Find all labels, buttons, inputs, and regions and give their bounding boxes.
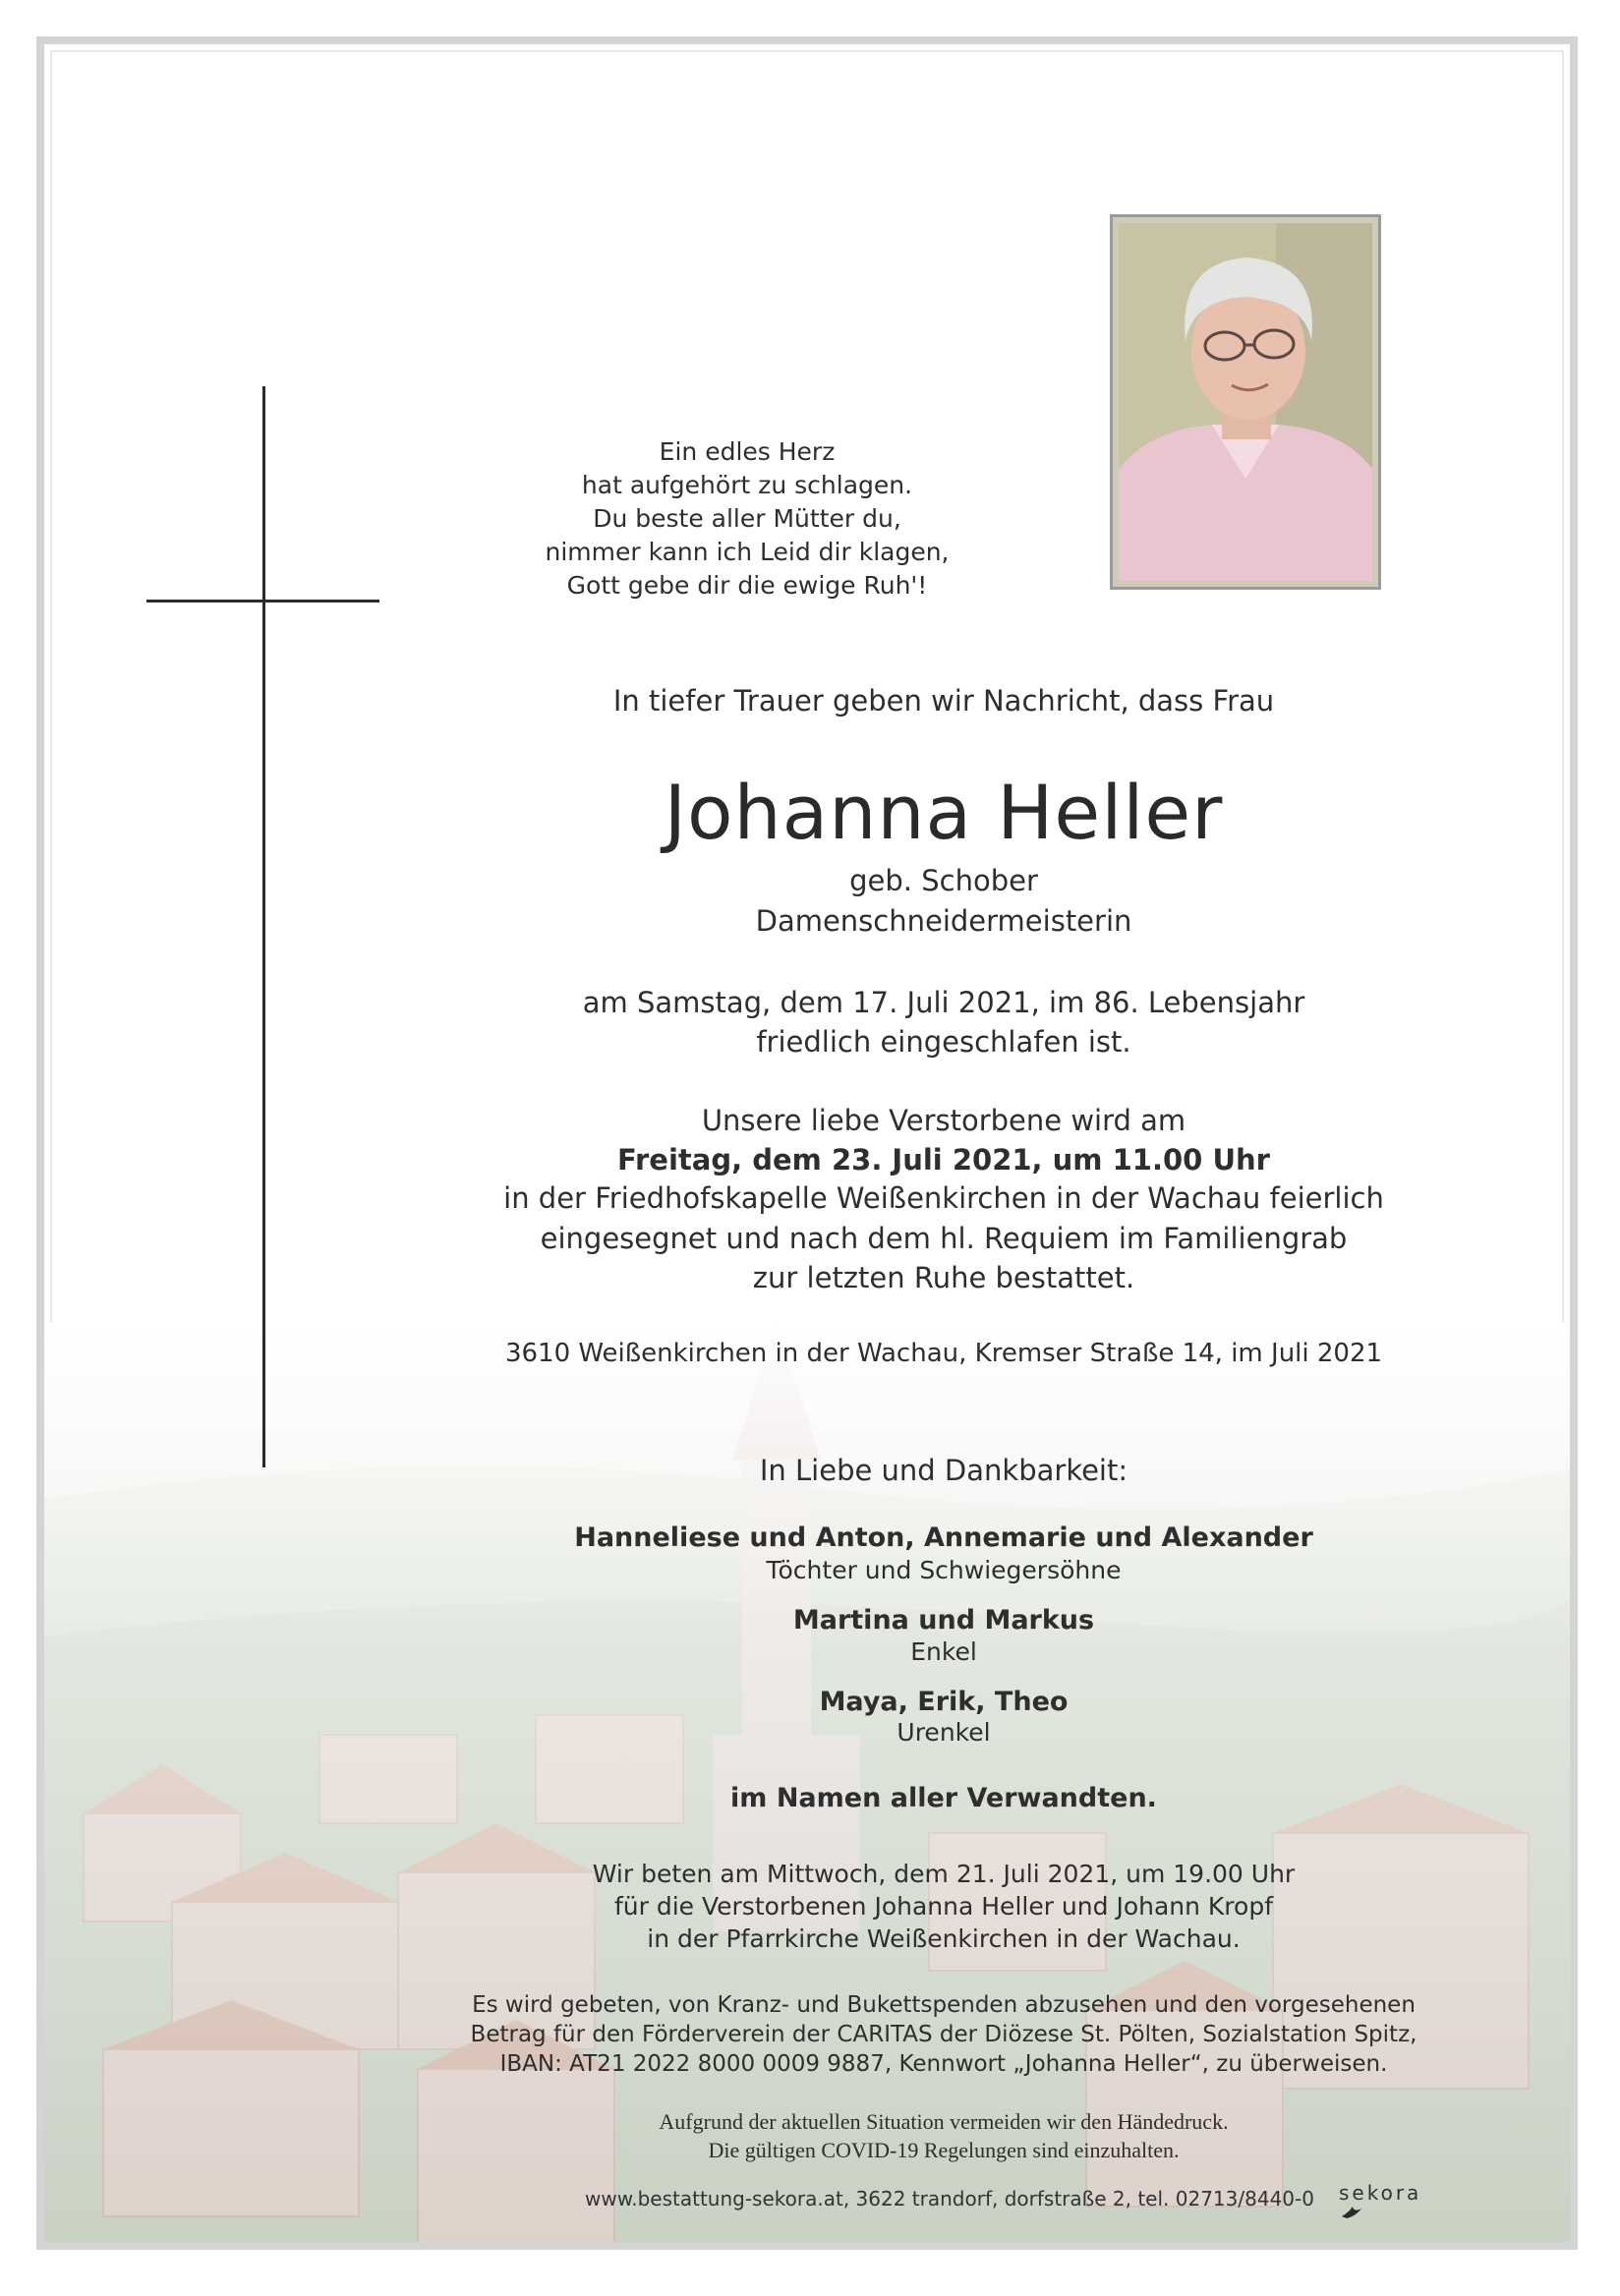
- funeral-date: Freitag, dem 23. Juli 2021, um 11.00 Uhr: [617, 1143, 1270, 1177]
- prayer-line: in der Pfarrkirche Weißenkirchen in der Wachau.: [647, 1924, 1241, 1953]
- intro-text: In tiefer Trauer geben wir Nachricht, dass Frau: [612, 684, 1275, 718]
- poem-line: Du beste aller Mütter du,: [593, 504, 901, 533]
- poem-line: nimmer kann ich Leid dir klagen,: [545, 538, 950, 566]
- donation-block: [354, 1990, 1533, 2079]
- mourner-names: Martina und Markus: [792, 1605, 1095, 1636]
- poem: [492, 435, 1003, 603]
- sekora-logo: [1339, 2181, 1437, 2220]
- prayer-line: für die Verstorbenen Johanna Heller und Johann Kropf: [613, 1892, 1274, 1921]
- portrait-photo: [1110, 214, 1381, 590]
- bird-icon: [1341, 2205, 1362, 2220]
- death-line-1: am Samstag, dem 17. Juli 2021, im 86. Lebensjahr: [582, 986, 1305, 1019]
- address-line: 3610 Weißenkirchen in der Wachau, Kremser Straße 14, im Juli 2021: [504, 1339, 1383, 1368]
- prayer-line: Wir beten am Mittwoch, dem 21. Juli 2021, um 19.00 Uhr: [592, 1860, 1296, 1888]
- funeral-line-1: Unsere liebe Verstorbene wird am: [701, 1104, 1186, 1137]
- birth-name: geb. Schober: [849, 864, 1038, 897]
- covid-line: Aufgrund der aktuellen Situation vermeiden wir den Händedruck.: [659, 2109, 1229, 2134]
- poem-line: Gott gebe dir die ewige Ruh'!: [566, 571, 928, 600]
- funeral-line-3: in der Friedhofskapelle Weißenkirchen in der Wachau feierlich: [503, 1181, 1384, 1215]
- relatives-line: im Namen aller Verwandten.: [730, 1783, 1157, 1813]
- portrait-woman-image: [1119, 223, 1372, 581]
- mourner-names: Maya, Erik, Theo: [819, 1687, 1069, 1717]
- profession: Damenschneidermeisterin: [755, 904, 1132, 938]
- mourner-relation: Enkel: [910, 1637, 977, 1666]
- covid-block: [354, 2107, 1533, 2164]
- cross-vertical-bar: [262, 386, 265, 1467]
- love-line: In Liebe und Dankbarkeit:: [759, 1454, 1128, 1487]
- donation-line: Es wird gebeten, von Kranz- und Bukettspenden abzusehen und den vorgesehenen: [472, 1992, 1416, 2018]
- death-line-2: friedlich eingeschlafen ist.: [756, 1025, 1131, 1059]
- poem-line: Ein edles Herz: [659, 437, 836, 466]
- funeral-line-5: zur letzten Ruhe bestattet.: [752, 1261, 1135, 1294]
- mourner-relation: Töchter und Schwiegersöhne: [766, 1556, 1122, 1584]
- donation-line: Betrag für den Förderverein der CARITAS der Diözese St. Pölten, Sozialstation Spitz,: [470, 2022, 1418, 2047]
- mourner-names: Hanneliese und Anton, Annemarie und Alexander: [574, 1522, 1313, 1553]
- logo-text: sekora: [1339, 2181, 1422, 2205]
- funeral-line-4: eingesegnet und nach dem hl. Requiem im Familiengrab: [540, 1222, 1348, 1255]
- mourner-relation: Urenkel: [897, 1718, 991, 1747]
- poem-line: hat aufgehört zu schlagen.: [581, 471, 913, 499]
- covid-line: Die gültigen COVID-19 Regelungen sind einzuhalten.: [708, 2138, 1180, 2162]
- cross-horizontal-bar: [146, 600, 379, 603]
- donation-line: IBAN: AT21 2022 8000 0009 9887, Kennwort „Johanna Heller“, zu überweisen.: [499, 2051, 1388, 2077]
- prayer-block: [354, 1858, 1533, 1955]
- deceased-name: Johanna Heller: [664, 769, 1224, 856]
- footer-contact: www.bestattung-sekora.at, 3622 trandorf, dorfstraße 2, tel. 02713/8440-0: [585, 2187, 1314, 2210]
